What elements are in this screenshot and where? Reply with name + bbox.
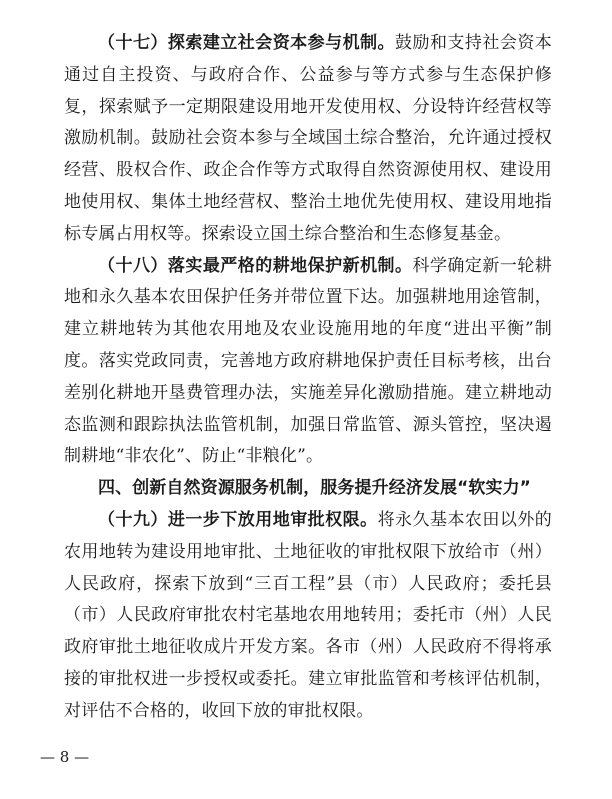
paragraph-18-body: 科学确定新一轮耕地和永久基本农田保护任务并带位置下达。加强耕地用途管制，建立耕地转为其他农用地及农业设施用地的年度“进出平衡”制度。落实党政同责，完善地方政府耕地保护责任目标考核，出台差别化耕地开垦费管理办法，实施差异化激励措施。建立耕地动态监测和跟踪执法监管机制，加强日常监管、源头管控，坚决遏制耕地“非农化”、防止“非粮化”。: [64, 255, 552, 467]
paragraph-17: [64, 28, 552, 251]
paragraph-17-lead: （十七）探索建立社会资本参与机制。: [98, 33, 396, 53]
paragraph-18-lead: （十八）落实最严格的耕地保护新机制。: [98, 255, 413, 276]
paragraph-17-body: 鼓励和支持社会资本通过自主投资、与政府合作、公益参与等方式参与生态保护修复，探索赋予一定期限建设用地开发使用权、分设特许经营权等激励机制。鼓励社会资本参与全域国土综合整治，允许通过授权经营、股权合作、政企合作等方式取得自然资源使用权、建设用地使用权、集体土地经营权、整治土地优先使用权、建设用地指标专属占用权等。探索设立国土综合整治和生态修复基金。: [64, 33, 552, 244]
document-body: [64, 28, 552, 728]
paragraph-18: [64, 251, 552, 474]
paragraph-19-lead: （十九）进一步下放用地审批权限。: [98, 509, 378, 530]
paragraph-19: [64, 505, 552, 728]
section-heading: 四、创新自然资源服务机制，服务提升经济发展“软实力”: [98, 478, 531, 499]
page-number: — 8 —: [40, 748, 90, 766]
paragraph-19-body: 将永久基本农田以外的农用地转为建设用地审批、土地征收的审批权限下放给市（州）人民政府，探索下放到“三百工程”县（市）人民政府；委托县（市）人民政府审批农村宅基地农用地转用；委托市（州）人民政府审批土地征收成片开发方案。各市（州）人民政府不得将承接的审批权进一步授权或委托。建立审批监管和考核评估机制，对评估不合格的，收回下放的审批权限。: [64, 509, 553, 721]
